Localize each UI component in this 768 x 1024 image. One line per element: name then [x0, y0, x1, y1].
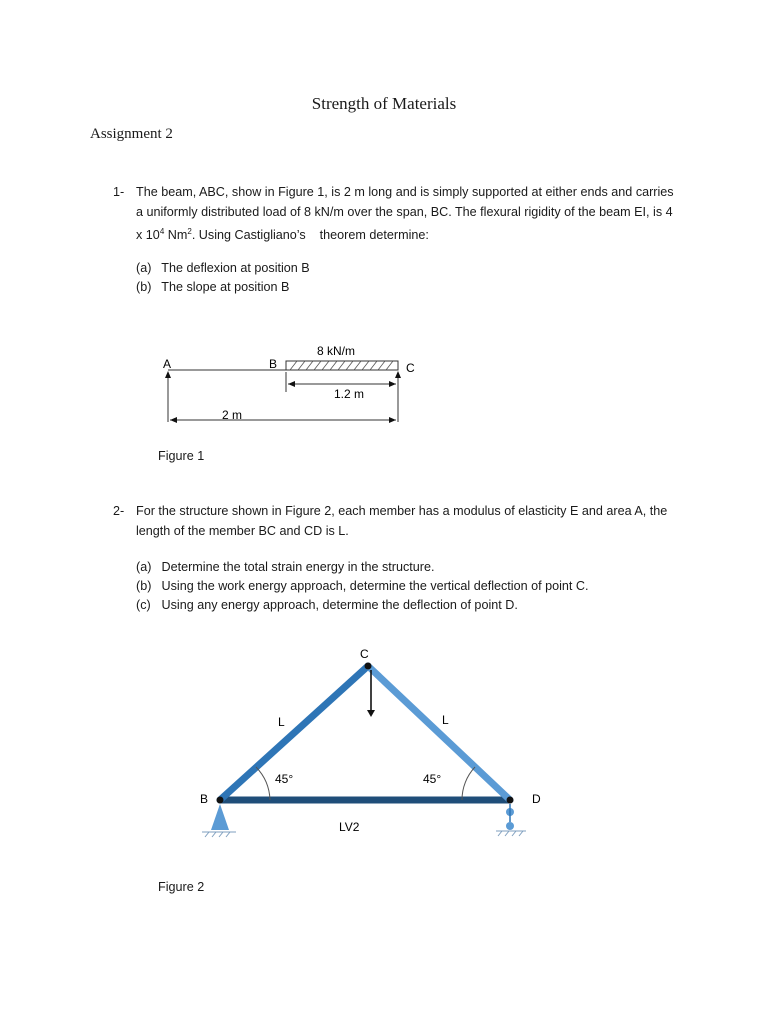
question-2-parts — [136, 558, 589, 615]
question-2-part-b: (b) Using the work energy approach, determine the vertical deflection of point C. — [136, 579, 589, 593]
dim-total-arrow-right — [389, 417, 396, 423]
question-1-part-a: (a) The deflexion at position B — [136, 261, 310, 275]
question-1-part-b: (b) The slope at position B — [136, 280, 290, 294]
figure-1-caption: Figure 1 — [158, 449, 205, 463]
support-c-arrow — [395, 371, 401, 378]
figure-2-caption: Figure 2 — [158, 880, 205, 894]
member-bc-label: L — [278, 715, 285, 729]
ground-hatch-d — [496, 831, 526, 836]
figure-1-diagram — [0, 330, 768, 440]
angle-b-label: 45° — [275, 772, 294, 786]
question-1-parts — [136, 259, 310, 297]
angle-arc-b — [256, 767, 270, 800]
dim-bc-arrow-left — [288, 381, 295, 387]
udl-hatching — [290, 361, 393, 370]
joint-d — [507, 797, 514, 804]
span-bc-label: 1.2 m — [334, 387, 365, 401]
dim-total-arrow-left — [170, 417, 177, 423]
question-1 — [113, 183, 681, 246]
support-a-arrow — [165, 371, 171, 378]
dim-bc-arrow-right — [389, 381, 396, 387]
question-1-text: The beam, ABC, show in Figure 1, is 2 m long and is simply supported at either ends and carries a uniformly distributed load of 8 kN/m over the span, BC. The flexural rigidity of the beam EI, is 4 x $10^4$ Nm$^2$. Using Castigliano’s theorem determine: — [136, 185, 674, 243]
angle-d-label: 45° — [423, 772, 442, 786]
angle-arc-d — [462, 767, 475, 800]
member-bd-label: LV2 — [339, 820, 360, 834]
assignment-heading: Assignment 2 — [90, 126, 173, 142]
label-c: C — [360, 647, 369, 661]
load-arrow-head — [367, 710, 375, 717]
question-2-part-a: (a) Determine the total strain energy in the structure. — [136, 560, 435, 574]
pin-support-b — [211, 804, 229, 830]
load-label: 8 kN/m — [317, 344, 356, 358]
question-2-number: 2- — [113, 504, 125, 518]
question-2-part-c: (c) Using any energy approach, determine the deflection of point D. — [136, 598, 518, 612]
label-a: A — [163, 357, 172, 371]
joint-b — [217, 797, 224, 804]
question-2 — [113, 502, 681, 541]
question-2-text: For the structure shown in Figure 2, each member has a modulus of elasticity E and area A, the length of the member BC and CD is L. — [136, 504, 668, 538]
question-1-number: 1- — [113, 185, 125, 199]
page-title: Strength of Materials — [311, 94, 457, 113]
label-d: D — [532, 792, 541, 806]
roller-d-lower — [506, 822, 514, 830]
member-bc — [220, 666, 368, 800]
joint-c — [365, 663, 372, 670]
ground-hatch-b — [202, 832, 236, 837]
span-total-label: 2 m — [222, 408, 243, 422]
label-b: B — [200, 792, 209, 806]
figure-2-diagram — [0, 640, 768, 840]
member-cd-label: L — [442, 713, 449, 727]
label-b: B — [269, 357, 278, 371]
label-c: C — [406, 361, 415, 375]
